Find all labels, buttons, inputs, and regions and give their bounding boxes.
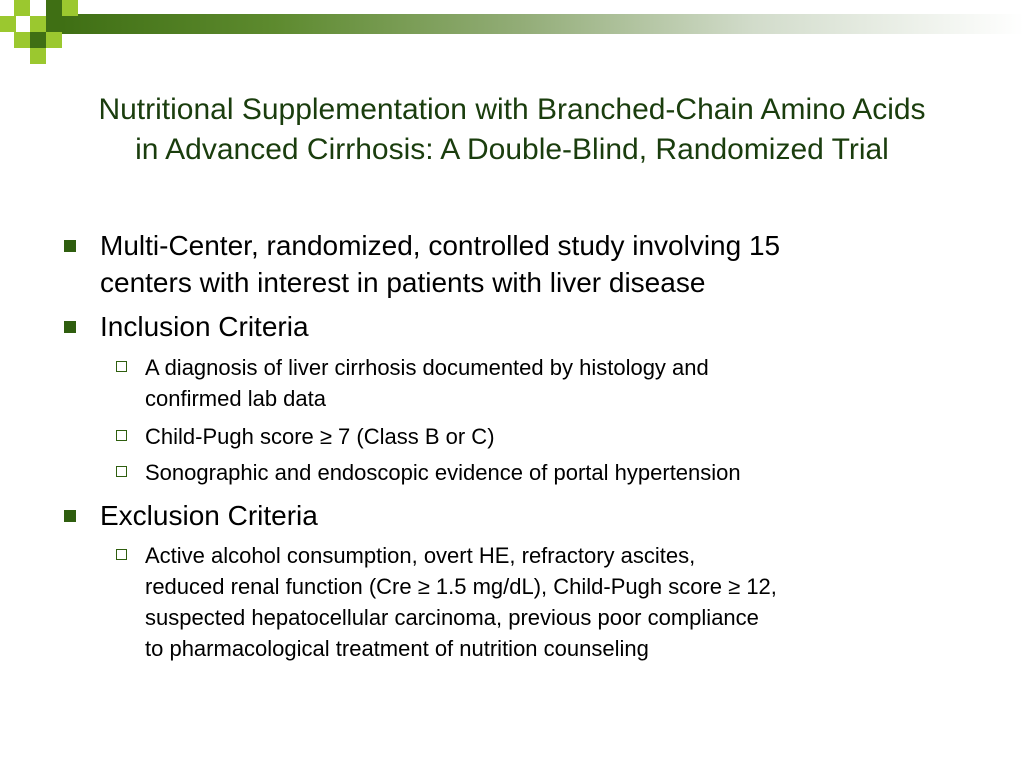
sub-bullet-text-line: Active alcohol consumption, overt HE, refractory ascites,	[145, 543, 696, 568]
square-bullet-icon	[64, 321, 76, 333]
sub-bullet-text-line: suspected hepatocellular carcinoma, previous poor compliance	[145, 605, 759, 630]
hollow-square-bullet-icon	[116, 361, 127, 372]
sub-bullet-text-line: confirmed lab data	[145, 386, 326, 411]
sub-bullet-child-pugh	[145, 421, 985, 452]
bullet-exclusion-criteria	[100, 497, 980, 534]
hollow-square-bullet-icon	[116, 466, 127, 477]
hollow-square-bullet-icon	[116, 430, 127, 441]
sub-bullet-portal-hypertension	[145, 457, 985, 488]
hollow-square-bullet-icon	[116, 549, 127, 560]
slide-title-line: in Advanced Cirrhosis: A Double-Blind, Randomized Trial	[135, 133, 889, 166]
bullet-inclusion-criteria	[100, 308, 980, 345]
sub-bullet-exclusions	[145, 540, 985, 664]
bullet-text-line: Multi-Center, randomized, controlled study involving 15	[100, 230, 781, 261]
bullet-text-line: Exclusion Criteria	[100, 500, 318, 531]
slide-title-line: Nutritional Supplementation with Branched-Chain Amino Acids	[98, 93, 926, 126]
bullet-text-line: Inclusion Criteria	[100, 311, 309, 342]
sub-bullet-text-line: to pharmacological treatment of nutrition counseling	[145, 636, 649, 661]
sub-bullet-text-line: Child-Pugh score ≥ 7 (Class B or C)	[145, 424, 495, 449]
bullet-study-design	[100, 227, 980, 301]
square-bullet-icon	[64, 510, 76, 522]
bullet-text-line: centers with interest in patients with liver disease	[100, 267, 706, 298]
sub-bullet-text-line: Sonographic and endoscopic evidence of portal hypertension	[145, 460, 741, 485]
sub-bullet-diagnosis	[145, 352, 985, 414]
sub-bullet-text-line: reduced renal function (Cre ≥ 1.5 mg/dL), Child-Pugh score ≥ 12,	[145, 574, 777, 599]
sub-bullet-text-line: A diagnosis of liver cirrhosis documented by histology and	[145, 355, 709, 380]
square-bullet-icon	[64, 240, 76, 252]
